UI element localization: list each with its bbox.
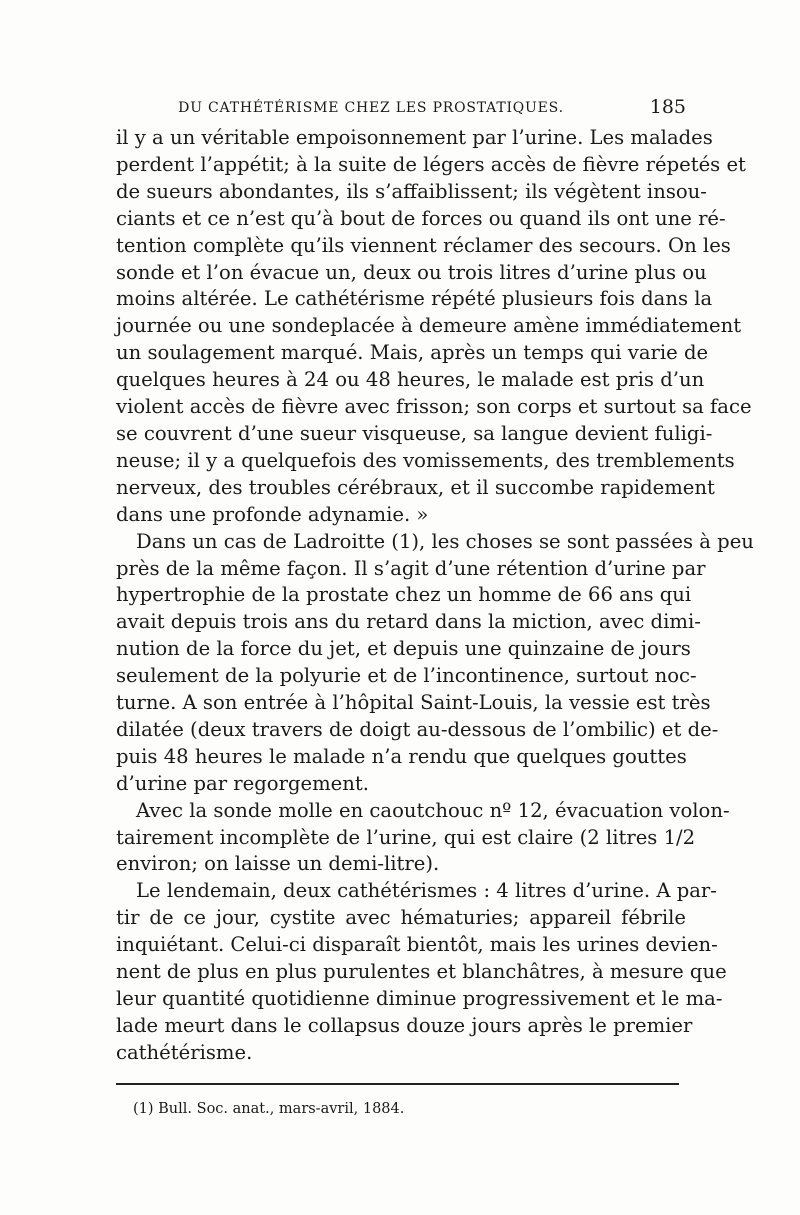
text-line: Avec la sonde molle en caoutchouc nº 12, évacuation volon-: [136, 798, 730, 822]
text-line: inquiétant. Celui-ci disparaît bientôt, mais les urines devien-: [116, 933, 718, 957]
text-line: Dans un cas de Ladroitte (1), les choses se sont passées à peu: [136, 529, 754, 553]
text-line: perdent l’appétit; à la suite de légers accès de fièvre répetés et: [116, 152, 746, 176]
text-line: sonde et l’on évacue un, deux ou trois litres d’urine plus ou: [116, 260, 707, 284]
text-line: dilatée (deux travers de doigt au-dessous de l’ombilic) et de-: [116, 717, 719, 741]
text-line: environ; on laisse un demi-litre).: [116, 852, 440, 876]
text-line: se couvrent d’une sueur visqueuse, sa langue devient fuligi-: [116, 421, 713, 445]
paragraph-4: [116, 878, 727, 1066]
footnote-divider: [116, 1083, 679, 1085]
text-line: nerveux, des troubles cérébraux, et il succombe rapidement: [116, 475, 715, 499]
text-line: hypertrophie de la prostate chez un homme de 66 ans qui: [116, 583, 692, 607]
text-line: tairement incomplète de l’urine, qui est claire (2 litres 1/2: [116, 825, 696, 849]
text-line: lade meurt dans le collapsus douze jours après le premier: [116, 1013, 693, 1037]
text-line: de sueurs abondantes, ils s’affaiblissent; ils végètent insou-: [116, 179, 707, 203]
text-line: leur quantité quotidienne diminue progressivement et le ma-: [116, 987, 723, 1010]
text-line: tir de ce jour, cystite avec hématuries; appareil fébrile: [116, 906, 686, 930]
text-line: nent de plus en plus purulentes et blanchâtres, à mesure que: [116, 960, 727, 984]
text-line: quelques heures à 24 ou 48 heures, le malade est pris d’un: [116, 368, 705, 392]
page-number: 185: [649, 96, 686, 118]
body-text: [116, 125, 754, 1067]
text-line: d’urine par regorgement.: [116, 771, 369, 795]
text-line: Le lendemain, deux cathétérismes : 4 litres d’urine. A par-: [136, 879, 717, 903]
running-title: DU CATHÉTÉRISME CHEZ LES PROSTATIQUES.: [178, 100, 564, 116]
text-line: près de la même façon. Il s’agit d’une rétention d’urine par: [116, 556, 706, 580]
text-line: neuse; il y a quelquefois des vomissements, des tremblements: [116, 448, 735, 472]
text-line: violent accès de fièvre avec frisson; son corps et surtout sa face: [116, 395, 752, 419]
paragraph-2: [116, 529, 754, 798]
text-line: journée ou une sondeplacée à demeure amène immédiatement: [116, 314, 742, 338]
text-line: turne. A son entrée à l’hôpital Saint-Louis, la vessie est très: [116, 691, 711, 715]
text-line: il y a un véritable empoisonnement par l’urine. Les malades: [116, 126, 713, 149]
text-line: un soulagement marqué. Mais, après un temps qui varie de: [116, 341, 709, 365]
text-line: puis 48 heures le malade n’a rendu que quelques gouttes: [116, 744, 687, 768]
text-line: dans une profonde adynamie. »: [116, 502, 429, 526]
text-line: seulement de la polyurie et de l’incontinence, surtout noc-: [116, 664, 697, 688]
running-head: [116, 96, 686, 124]
text-line: cathétérisme.: [116, 1040, 253, 1064]
paragraph-3: [116, 798, 730, 879]
paragraph-1: [116, 125, 752, 529]
text-line: tention complète qu’ils viennent réclamer des secours. On les: [116, 233, 731, 257]
text-line: avait depuis trois ans du retard dans la miction, avec dimi-: [116, 610, 701, 634]
text-line: moins altérée. Le cathétérisme répété plusieurs fois dans la: [116, 287, 713, 311]
text-line: ciants et ce n’est qu’à bout de forces ou quand ils ont une ré-: [116, 206, 726, 230]
text-line: nution de la force du jet, et depuis une quinzaine de jours: [116, 637, 691, 661]
footnote: (1) Bull. Soc. anat., mars-avril, 1884.: [133, 1101, 405, 1117]
